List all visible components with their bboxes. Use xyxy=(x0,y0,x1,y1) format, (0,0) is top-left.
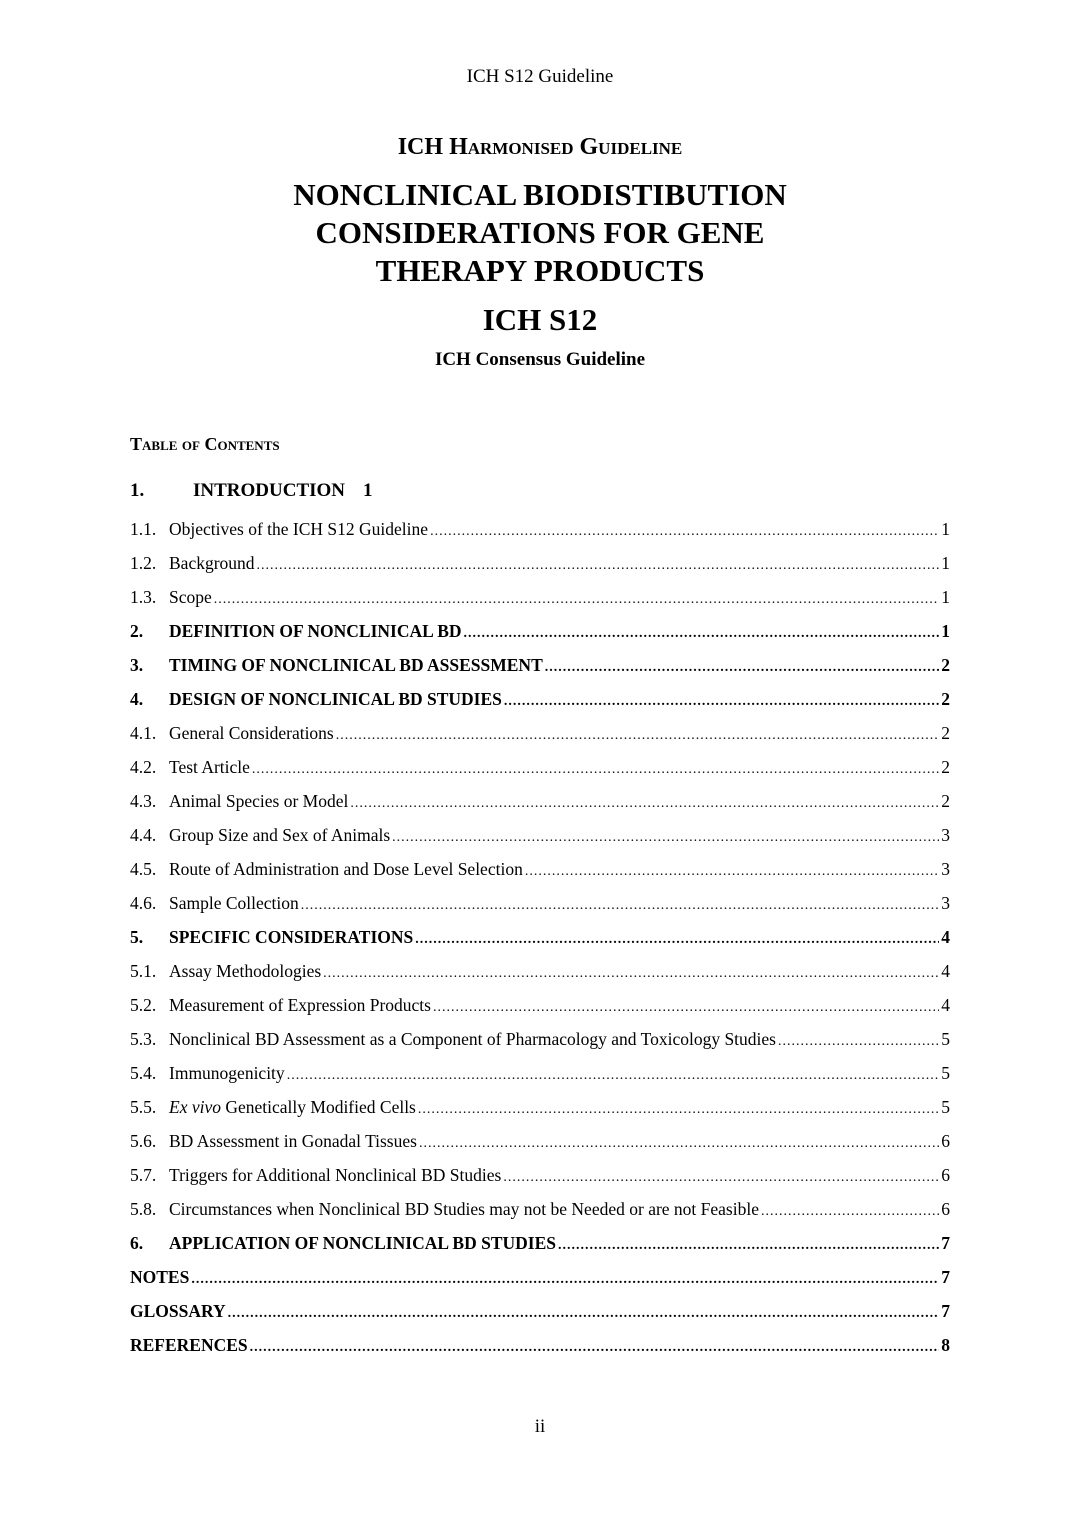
toc-entry-label: Sample Collection xyxy=(169,893,299,913)
toc-entry-number: 5.2. xyxy=(130,995,157,1015)
toc-leader-dots xyxy=(761,1195,939,1229)
guideline-code: ICH S12 xyxy=(482,302,598,337)
toc-entry-number: 3. xyxy=(130,655,144,675)
toc-leader-dots xyxy=(525,855,939,889)
toc-entry-page: 3 xyxy=(941,859,950,879)
toc-entry[interactable] xyxy=(130,614,950,648)
toc-entry-label-italic: Ex vivo xyxy=(169,1097,221,1117)
toc-entry[interactable] xyxy=(130,1022,950,1056)
toc-entry-label: Route of Administration and Dose Level Selection xyxy=(169,859,523,879)
toc-leader-dots xyxy=(214,583,939,617)
toc-entry-label: APPLICATION OF NONCLINICAL BD STUDIES xyxy=(169,1233,557,1253)
toc-entry[interactable] xyxy=(130,546,950,580)
toc-entry[interactable] xyxy=(130,954,950,988)
toc-entry-label: SPECIFIC CONSIDERATIONS xyxy=(169,927,414,947)
toc-leader-dots xyxy=(323,957,939,991)
toc-entry-page: 7 xyxy=(941,1267,950,1287)
toc-entry-page: 5 xyxy=(941,1029,950,1049)
toc-entry-number: 5.4. xyxy=(130,1063,157,1083)
toc-entry-number: 1.3. xyxy=(130,587,157,607)
toc-leader-dots xyxy=(287,1059,940,1093)
page-number: ii xyxy=(534,1416,546,1437)
toc-entry-label: REFERENCES xyxy=(130,1335,248,1355)
toc-entry-label xyxy=(169,1090,416,1124)
toc-entry-label: TIMING OF NONCLINICAL BD ASSESSMENT xyxy=(169,655,543,675)
toc-entry-number: 4.6. xyxy=(130,893,157,913)
toc-entry[interactable] xyxy=(130,1328,950,1362)
toc-entry[interactable] xyxy=(130,1158,950,1192)
toc-entry[interactable] xyxy=(130,580,950,614)
toc-leader-dots xyxy=(415,923,939,957)
document-title xyxy=(0,176,1080,290)
toc-entry[interactable] xyxy=(130,784,950,818)
toc-entry-label: Triggers for Additional Nonclinical BD Studies xyxy=(169,1165,502,1185)
page-header: ICH S12 Guideline xyxy=(466,66,614,87)
toc-entry-page: 1 xyxy=(941,587,950,607)
toc-entry-number: 1.1. xyxy=(130,519,157,539)
toc-entry-page: 6 xyxy=(941,1199,950,1219)
toc-leader-dots xyxy=(778,1025,939,1059)
toc-entry-label: Objectives of the ICH S12 Guideline xyxy=(169,519,429,539)
toc-entry-number: 5.7. xyxy=(130,1165,157,1185)
toc-entry-number: 5. xyxy=(130,927,144,947)
title-line-2: CONSIDERATIONS FOR GENE xyxy=(315,215,765,250)
toc-entry[interactable] xyxy=(130,988,950,1022)
toc-entry-page: 2 xyxy=(941,655,950,675)
title-line-3: THERAPY PRODUCTS xyxy=(375,253,705,288)
toc-entry-page: 1 xyxy=(363,480,373,501)
toc-entry-number: 4.4. xyxy=(130,825,157,845)
toc-entry-label: Assay Methodologies xyxy=(169,961,322,981)
toc-entry-page: 1 xyxy=(941,553,950,573)
toc-entry-number: 4.2. xyxy=(130,757,157,777)
toc-entry-label: Immunogenicity xyxy=(169,1063,285,1083)
toc-entry-page: 5 xyxy=(941,1097,950,1117)
toc-leader-dots xyxy=(301,889,939,923)
toc-entry-page: 2 xyxy=(941,757,950,777)
toc-entry-label: Animal Species or Model xyxy=(169,791,349,811)
toc-entry-page: 5 xyxy=(941,1063,950,1083)
toc-leader-dots xyxy=(418,1093,939,1127)
toc-entry-page: 2 xyxy=(941,791,950,811)
toc-leader-dots xyxy=(430,515,939,549)
toc-entry-label: DEFINITION OF NONCLINICAL BD xyxy=(169,621,462,641)
toc-leader-dots xyxy=(433,991,939,1025)
toc-list xyxy=(130,512,950,1362)
toc-entry-number: 6. xyxy=(130,1233,144,1253)
toc-entry[interactable] xyxy=(130,1056,950,1090)
toc-entry[interactable] xyxy=(130,648,950,682)
toc-entry[interactable] xyxy=(130,1294,950,1328)
toc-entry-number: 1. xyxy=(130,480,145,501)
toc-entry-page: 3 xyxy=(941,893,950,913)
toc-entry[interactable] xyxy=(130,1226,950,1260)
toc-entry-label: Background xyxy=(169,553,255,573)
toc-entry-label: BD Assessment in Gonadal Tissues xyxy=(169,1131,417,1151)
harmonised-prefix: ICH xyxy=(397,134,450,160)
toc-entry[interactable] xyxy=(130,1192,950,1226)
toc-leader-dots xyxy=(464,617,940,651)
toc-entry-label: DESIGN OF NONCLINICAL BD STUDIES xyxy=(169,689,502,709)
toc-entry-number: 5.1. xyxy=(130,961,157,981)
toc-entry-page: 2 xyxy=(941,689,950,709)
toc-entry-label: INTRODUCTION xyxy=(193,480,346,501)
toc-entry[interactable] xyxy=(130,682,950,716)
toc-entry-page: 6 xyxy=(941,1165,950,1185)
consensus-subtitle: ICH Consensus Guideline xyxy=(434,349,646,370)
toc-entry-label: Circumstances when Nonclinical BD Studies may not be Needed or are not Feasible xyxy=(169,1199,759,1219)
toc-entry-number: 4.1. xyxy=(130,723,157,743)
toc-entry[interactable] xyxy=(130,1090,950,1124)
toc-entry-page: 4 xyxy=(941,995,950,1015)
toc-entry-page: 1 xyxy=(941,621,950,641)
toc-entry-number: 4. xyxy=(130,689,144,709)
toc-leader-dots xyxy=(191,1263,939,1297)
toc-entry-page: 6 xyxy=(941,1131,950,1151)
toc-leader-dots xyxy=(228,1297,940,1331)
toc-entry-number: 5.6. xyxy=(130,1131,157,1151)
toc-entry-page: 7 xyxy=(941,1233,950,1253)
harmonised-rest: Harmonised Guideline xyxy=(449,134,683,160)
toc-leader-dots xyxy=(504,685,939,719)
toc-entry[interactable] xyxy=(130,512,950,546)
toc-leader-dots xyxy=(336,719,940,753)
harmonised-guideline-heading xyxy=(0,130,1080,164)
toc-entry-label: Measurement of Expression Products xyxy=(169,995,431,1015)
toc-entry-label-rest: Genetically Modified Cells xyxy=(220,1097,416,1117)
title-line-1: NONCLINICAL BIODISTIBUTION xyxy=(293,177,787,212)
toc-entry-label: Test Article xyxy=(169,757,250,777)
toc-leader-dots xyxy=(257,549,940,583)
toc-entry-page: 4 xyxy=(941,961,950,981)
toc-entry[interactable] xyxy=(130,852,950,886)
toc-entry-label: General Considerations xyxy=(169,723,334,743)
toc-entry-page: 3 xyxy=(941,825,950,845)
toc-entry[interactable] xyxy=(130,716,950,750)
toc-leader-dots xyxy=(252,753,939,787)
toc-entry-label: Nonclinical BD Assessment as a Component of Pharmacology and Toxicology Studies xyxy=(169,1029,776,1049)
toc-entry-page: 4 xyxy=(941,927,950,947)
toc-leader-dots xyxy=(250,1331,940,1365)
toc-leader-dots xyxy=(545,651,940,685)
toc-leader-dots xyxy=(392,821,939,855)
toc-entry-page: 2 xyxy=(941,723,950,743)
toc-entry-introduction[interactable] xyxy=(130,480,373,502)
toc-entry[interactable] xyxy=(130,886,950,920)
toc-entry-number: 1.2. xyxy=(130,553,157,573)
toc-entry-number: 4.5. xyxy=(130,859,157,879)
toc-heading: Table of Contents xyxy=(130,434,280,454)
toc-leader-dots xyxy=(419,1127,939,1161)
toc-entry[interactable] xyxy=(130,920,950,954)
toc-entry-number: 5.3. xyxy=(130,1029,157,1049)
toc-entry[interactable] xyxy=(130,818,950,852)
toc-entry-label: Group Size and Sex of Animals xyxy=(169,825,391,845)
toc-entry-number: 4.3. xyxy=(130,791,157,811)
title-block xyxy=(0,130,1080,374)
toc-entry[interactable] xyxy=(130,750,950,784)
toc-leader-dots xyxy=(503,1161,939,1195)
toc-entry-label: Scope xyxy=(169,587,212,607)
toc-entry-page: 7 xyxy=(941,1301,950,1321)
toc-leader-dots xyxy=(558,1229,939,1263)
toc-entry-label: NOTES xyxy=(130,1267,190,1287)
toc-entry-page: 8 xyxy=(941,1335,950,1355)
toc-entry-label: GLOSSARY xyxy=(130,1301,226,1321)
toc-entry-number: 5.8. xyxy=(130,1199,157,1219)
toc-leader-dots xyxy=(350,787,939,821)
toc-entry[interactable] xyxy=(130,1124,950,1158)
toc-entry[interactable] xyxy=(130,1260,950,1294)
toc-entry-page: 1 xyxy=(941,519,950,539)
toc-entry-number: 2. xyxy=(130,621,144,641)
toc-entry-number: 5.5. xyxy=(130,1097,157,1117)
